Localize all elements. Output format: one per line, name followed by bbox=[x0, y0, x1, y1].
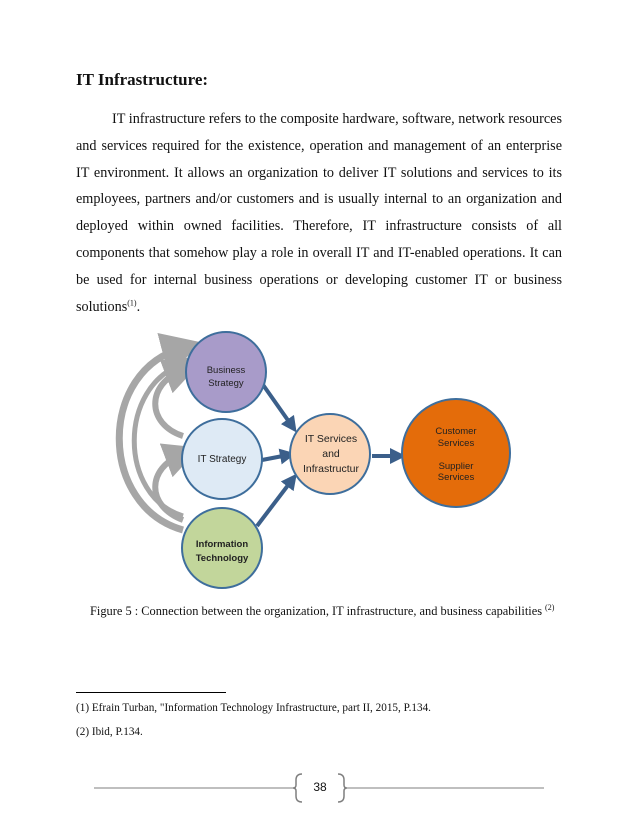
business-strategy-label bbox=[190, 364, 262, 390]
it-services-line-1: IT Services bbox=[304, 433, 358, 445]
customer-services-line-5: Services bbox=[437, 472, 475, 483]
it-services-line-2: and bbox=[322, 448, 340, 460]
it-strategy-line-1: IT Strategy bbox=[197, 454, 247, 465]
business-strategy-line-2: Strategy bbox=[208, 378, 244, 389]
it-services-line-3: Infrastructur bbox=[302, 463, 360, 475]
it-services-label bbox=[295, 432, 367, 477]
customer-services-line-2: Services bbox=[437, 437, 475, 449]
connector-itstrategy-to-services bbox=[262, 455, 288, 460]
information-technology-label bbox=[184, 538, 260, 566]
customer-services-line-1: Customer bbox=[435, 426, 477, 437]
paragraph-main-text: IT infrastructure refers to the composite hardware, software, network resources and services required for the existence, operation and management of an enterprise IT environment. It allows an organization to deliver IT solutions and services to its employees, partners and/or customers and is usually internal to an organization and deployed within owned facilities. Therefore, IT infrastructure consists of all components that somehow play a role in overall IT and IT-enabled operations. It can be used for internal business operations or developing customer IT or business solutions bbox=[76, 111, 562, 315]
footnote-2: (2) Ibid, P.134. bbox=[76, 726, 143, 738]
footnote-ref-1: (1) bbox=[127, 297, 137, 307]
information-technology-line-1: Information bbox=[195, 539, 249, 550]
caption-text: Figure 5 : Connection between the organization, IT infrastructure, and business capabilities bbox=[90, 604, 543, 618]
customer-services-spacer bbox=[416, 449, 496, 461]
figure-caption bbox=[90, 604, 554, 619]
customer-services-line-4: Supplier bbox=[438, 460, 474, 472]
page-number: 38 bbox=[313, 780, 327, 794]
footnote-1: (1) Efrain Turban, "Information Technology Infrastructure, part II, 2015, P.134. bbox=[76, 702, 431, 714]
it-strategy-label bbox=[184, 453, 260, 466]
customer-services-label bbox=[416, 426, 496, 484]
business-strategy-line-1: Business bbox=[206, 365, 246, 376]
section-heading: IT Infrastructure: bbox=[76, 70, 209, 89]
footnote-divider bbox=[76, 692, 226, 693]
connector-infotech-to-services bbox=[257, 480, 292, 526]
body-paragraph bbox=[76, 106, 562, 320]
caption-ref: (2) bbox=[545, 602, 555, 612]
paragraph-end: . bbox=[136, 298, 141, 315]
information-technology-line-2: Technology bbox=[195, 553, 249, 564]
infrastructure-diagram bbox=[0, 320, 638, 590]
page-footer bbox=[0, 768, 638, 808]
